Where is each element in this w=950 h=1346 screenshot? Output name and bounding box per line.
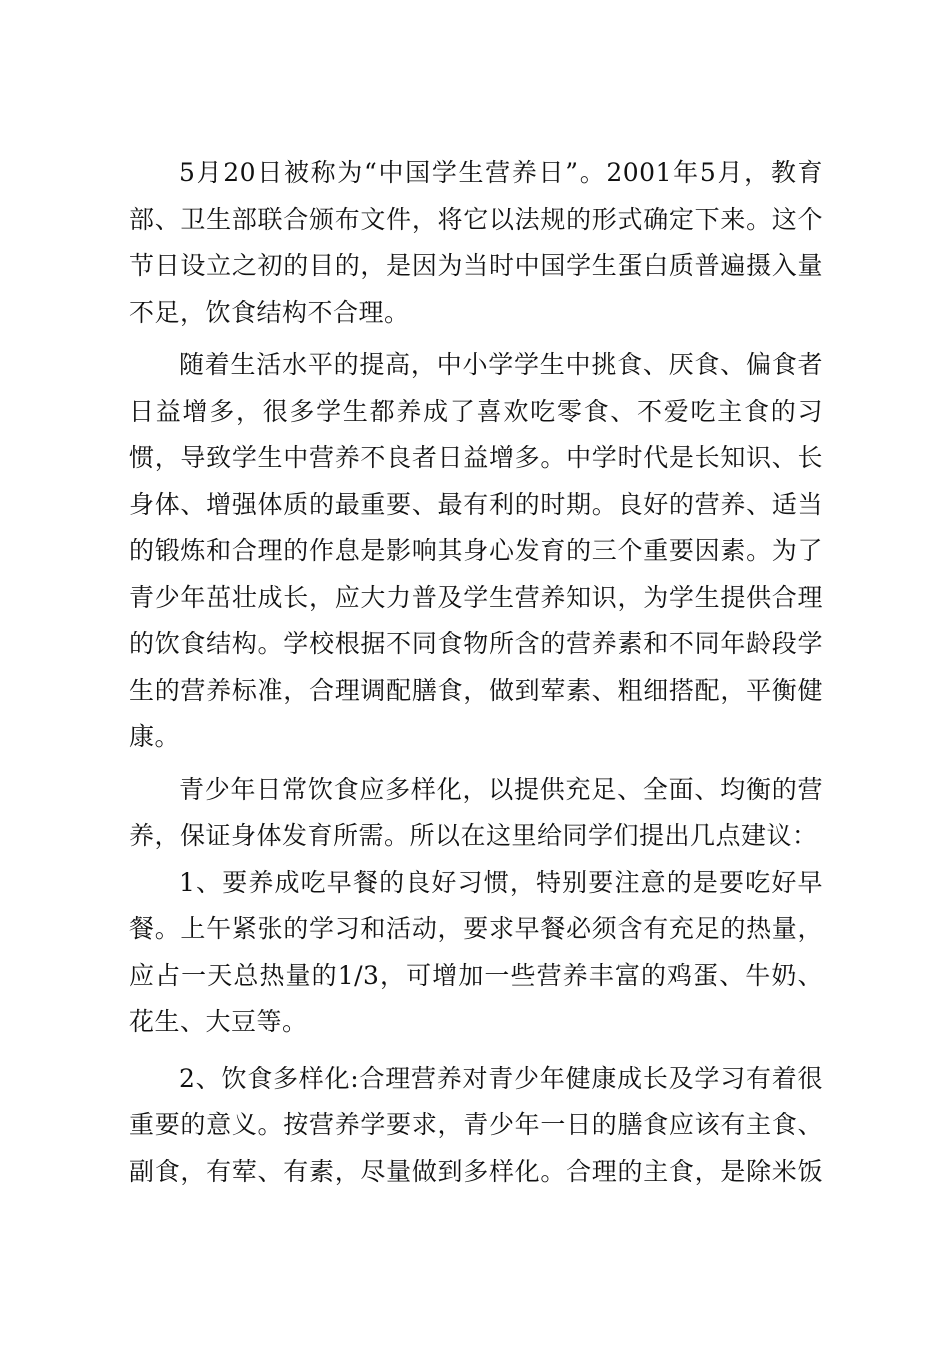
paragraph-line: 的饮食结构。学校根据不同食物所含的营养素和不同年龄段学 — [129, 629, 823, 658]
paragraph-line: 1、要养成吃早餐的良好习惯，特别要注意的是要吃好早 — [179, 867, 823, 897]
paragraph-line: 重要的意义。按营养学要求，青少年一日的膳食应该有主食、 — [129, 1110, 823, 1139]
paragraph-line: 生的营养标准，合理调配膳食，做到荤素、粗细搭配，平衡健 — [129, 675, 823, 705]
paragraph-line: 不足，饮食结构不合理。 — [129, 297, 410, 327]
paragraph-line: 身体、增强体质的最重要、最有利的时期。良好的营养、适当 — [129, 489, 823, 519]
paragraph-line: 康。 — [129, 722, 181, 751]
paragraph-line: 部、卫生部联合颁布文件，将它以法规的形式确定下来。这个 — [129, 204, 823, 234]
paragraph-line: 5月20日被称为“中国学生营养日”。2001年5月，教育 — [179, 158, 823, 187]
paragraph-line: 花生、大豆等。 — [129, 1007, 308, 1036]
paragraph-line: 应占一天总热量的1/3，可增加一些营养丰富的鸡蛋、牛奶、 — [129, 960, 823, 990]
paragraph-line: 养，保证身体发育所需。所以在这里给同学们提出几点建议： — [129, 821, 818, 850]
paragraph-3 — [129, 767, 823, 860]
paragraph-line: 节日设立之初的目的，是因为当时中国学生蛋白质普遍摄入量 — [129, 251, 823, 280]
paragraph-line: 随着生活水平的提高，中小学学生中挑食、厌食、偏食者 — [179, 350, 823, 379]
paragraph-line: 惯，导致学生中营养不良者日益增多。中学时代是长知识、长 — [129, 443, 823, 472]
paragraph-4 — [129, 860, 823, 1046]
paragraph-line: 的锻炼和合理的作息是影响其身心发育的三个重要因素。为了 — [129, 536, 823, 565]
paragraph-1 — [129, 150, 823, 336]
paragraph-line: 2、饮食多样化:合理营养对青少年健康成长及学习有着很 — [179, 1063, 823, 1093]
paragraph-line: 青少年茁壮成长，应大力普及学生营养知识，为学生提供合理 — [129, 582, 823, 612]
paragraph-5 — [129, 1056, 823, 1196]
document-body — [129, 150, 823, 1195]
paragraph-2 — [129, 342, 823, 761]
paragraph-line: 餐。上午紧张的学习和活动，要求早餐必须含有充足的热量， — [129, 914, 823, 943]
paragraph-line: 副食，有荤、有素，尽量做到多样化。合理的主食，是除米饭 — [129, 1156, 823, 1186]
paragraph-line: 青少年日常饮食应多样化，以提供充足、全面、均衡的营 — [179, 774, 823, 804]
paragraph-line: 日益增多，很多学生都养成了喜欢吃零食、不爱吃主食的习 — [129, 396, 823, 426]
